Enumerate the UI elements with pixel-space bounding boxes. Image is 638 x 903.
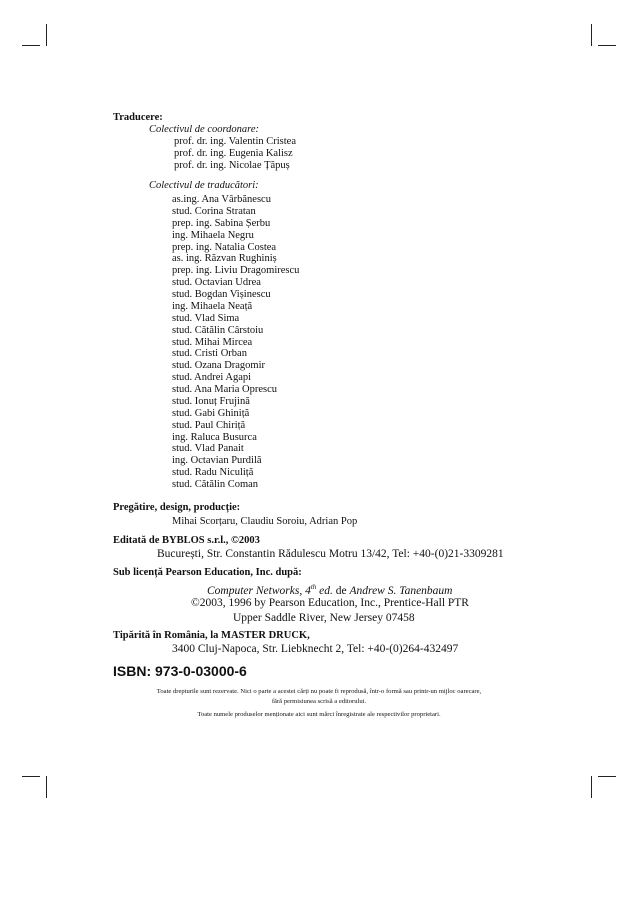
crop-mark-bottom-right-v (591, 776, 592, 798)
crop-mark-bottom-right-h (598, 776, 616, 777)
list-item: stud. Cristi Orban (172, 348, 247, 360)
printing-address: 3400 Cluj-Napoca, Str. Liebknecht 2, Tel: +40-(0)264-432497 (172, 643, 459, 655)
list-item: as.ing. Ana Vârbănescu (172, 194, 271, 205)
translation-heading: Traducere: (113, 112, 163, 123)
crop-mark-bottom-left-h (22, 776, 40, 777)
list-item: stud. Ozana Dragomir (172, 360, 266, 372)
list-item: as. ing. Răzvan Rughiniș (172, 253, 277, 265)
list-item: prep. ing. Sabina Șerbu (172, 217, 271, 229)
list-item: ing. Raluca Busurca (172, 431, 257, 443)
list-item: stud. Cătălin Cârstoiu (172, 324, 264, 336)
crop-mark-top-left-v (46, 24, 47, 46)
list-item: prep. ing. Liviu Dragomirescu (172, 265, 300, 277)
list-item: stud. Corina Stratan (172, 205, 256, 217)
list-item: stud. Gabi Ghiniță (172, 407, 250, 419)
license-heading: Sub licență Pearson Education, Inc. după: (113, 567, 302, 578)
list-item: stud. Andrei Agapi (172, 372, 252, 384)
rights-line-2: fără permisiunea scrisă a editorului. (271, 698, 367, 705)
list-item: prof. dr. ing. Nicolae Țăpuș (174, 160, 290, 171)
crop-mark-top-left-h (22, 45, 40, 46)
publisher-heading: Editată de BYBLOS s.r.l., ©2003 (113, 535, 260, 546)
book-edition-prefix: , 4 (299, 584, 311, 597)
license-copyright: ©2003, 1996 by Pearson Education, Inc., Prentice-Hall PTR (191, 597, 469, 609)
crop-mark-bottom-left-v (46, 776, 47, 798)
list-item: stud. Vlad Sima (172, 312, 240, 324)
coordinators-heading: Colectivul de coordonare: (149, 124, 260, 135)
crop-mark-top-right-v (591, 24, 592, 46)
list-item: ing. Octavian Purdilă (172, 455, 262, 467)
list-item: stud. Paul Chiriță (172, 419, 246, 431)
book-author: Andrew S. Tanenbaum (349, 584, 453, 597)
list-item: stud. Bogdan Vișinescu (172, 289, 271, 300)
by-word: de (335, 584, 347, 597)
coordinators-list (174, 136, 296, 172)
license-book-line (207, 581, 452, 597)
preparation-names: Mihai Scorțaru, Claudiu Soroiu, Adrian Pop (172, 516, 358, 527)
printing-heading: Tipărită în România, la MASTER DRUCK, (113, 630, 310, 641)
trademarks-line: Toate numele produselor menționate aici sunt mărci înregistrate ale respectivilor proprietari. (197, 711, 441, 718)
list-item: stud. Radu Niculiță (172, 467, 254, 479)
preparation-heading: Pregătire, design, producție: (113, 502, 241, 513)
isbn: ISBN: 973-0-03000-6 (113, 663, 247, 679)
list-item: stud. Cătălin Coman (172, 479, 259, 490)
list-item: stud. Mihai Mircea (172, 336, 253, 348)
list-item: prof. dr. ing. Eugenia Kalisz (174, 148, 293, 159)
book-title: Computer Networks (207, 584, 300, 597)
translators-heading: Colectivul de traducători: (149, 180, 259, 191)
publisher-address: București, Str. Constantin Rădulescu Motru 13/42, Tel: +40-(0)21-3309281 (157, 548, 504, 560)
list-item: prep. ing. Natalia Costea (172, 241, 277, 253)
crop-mark-top-right-h (598, 45, 616, 46)
book-edition-suffix: ed. (316, 584, 333, 597)
license-location: Upper Saddle River, New Jersey 07458 (233, 612, 415, 624)
list-item: stud. Octavian Udrea (172, 277, 261, 289)
list-item: stud. Ionuț Frujină (172, 395, 250, 407)
rights-line-1: Toate drepturile sunt rezervate. Nici o parte a acestei cărți nu poate fi reprodusă, într-o formă sau printr-un mijloc oarecare, (156, 688, 482, 695)
list-item: stud. Ana Maria Oprescu (172, 384, 277, 395)
list-item: stud. Vlad Panait (172, 443, 244, 455)
list-item: prof. dr. ing. Valentin Cristea (174, 136, 296, 147)
translators-list (172, 194, 299, 491)
book-edition-sup: th (310, 583, 317, 591)
list-item: ing. Mihaela Neață (172, 300, 253, 312)
list-item: ing. Mihaela Negru (172, 229, 254, 241)
